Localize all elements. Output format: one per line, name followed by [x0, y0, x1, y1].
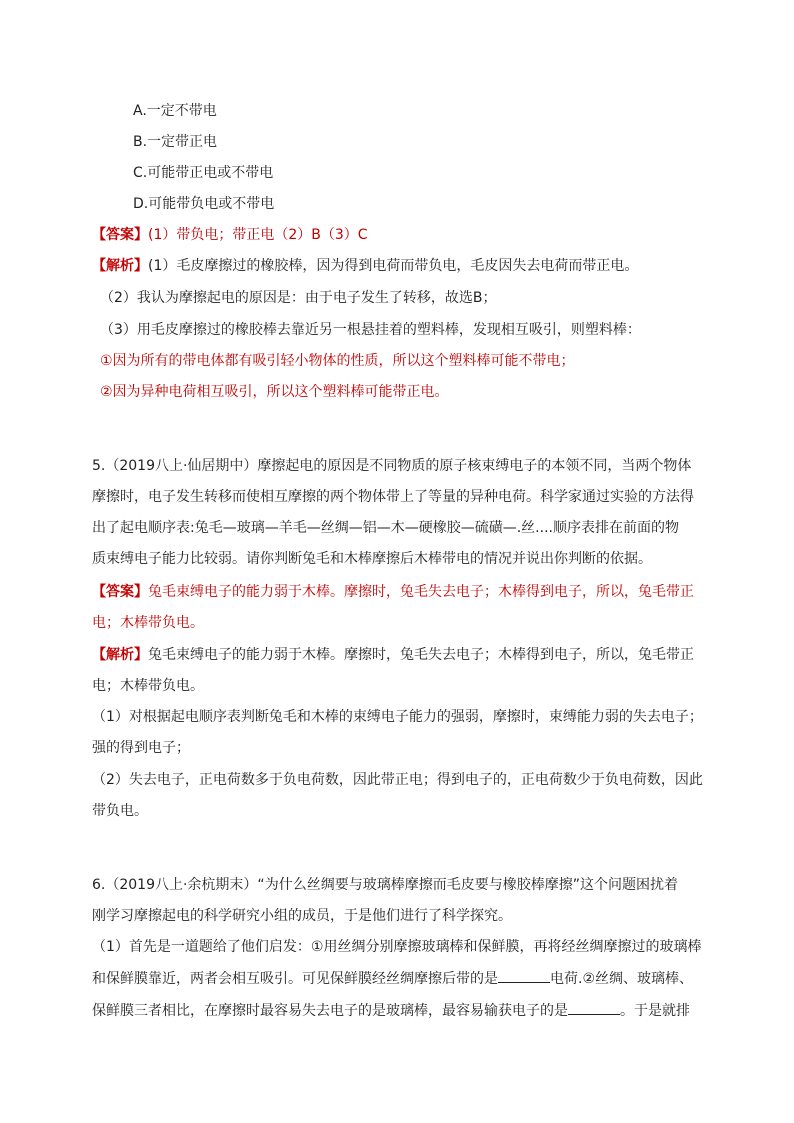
analysis-tag: 【解析】	[92, 647, 148, 663]
q4-answer	[92, 225, 712, 245]
analysis-tag: 【解析】	[92, 258, 148, 274]
q6-part1-line3	[92, 1000, 712, 1021]
answer-tag: 【答案】	[92, 584, 148, 600]
q6-part1-text: 。于是就排	[620, 1003, 690, 1019]
q4-analysis-3: （3）用毛皮摩擦过的橡胶棒去靠近另一根悬挂着的塑料棒，发现相互吸引，则塑料棒：	[100, 322, 641, 338]
q6-stem-2: 刚学习摩擦起电的科学研究小组的成员，于是他们进行了科学探究。	[92, 908, 512, 924]
q6-stem-1: 6.（2019八上·余杭期末）“为什么丝绸要与玻璃棒摩擦而毛皮要与橡胶棒摩擦”这个问题困扰着	[92, 877, 678, 893]
answer-blank[interactable]	[568, 1000, 620, 1015]
q5-analysis-2: 电；木棒带负电。	[92, 678, 204, 694]
q5-stem-4: 质束缚电子能力比较弱。请你判断兔毛和木棒摩擦后木棒带电的情况并说出你判断的依据。	[92, 551, 652, 567]
answer-tag: 【答案】	[92, 227, 148, 243]
q5-stem-3: 出了起电顺序表:兔毛—玻璃—羊毛—丝绸—铝—木—硬橡胶—硫磺—.丝....顺序表排在前面的物	[92, 520, 679, 536]
q4-analysis-4: ①因为所有的带电体都有吸引轻小物体的性质，所以这个塑料棒可能不带电；	[100, 353, 575, 369]
q6-part1-line2	[92, 968, 712, 989]
answer-text: (1）带负电；带正电（2）B（3）C	[148, 227, 368, 243]
answer-blank[interactable]	[498, 968, 550, 983]
q4-analysis-5: ②因为异种电荷相互吸引，所以这个塑料棒可能带正电。	[100, 384, 449, 400]
q5-analysis-5: （2）失去电子，正电荷数多于负电荷数，因此带正电；得到电子的，正电荷数少于负电荷数，因此	[92, 772, 703, 788]
q5-answer-2: 电；木棒带负电。	[92, 615, 204, 631]
analysis-text: 兔毛束缚电子的能力弱于木棒。摩擦时，兔毛失去电子；木棒得到电子，所以，兔毛带正	[148, 647, 694, 663]
q5-analysis-6: 带负电。	[92, 803, 148, 819]
option-b: B.一定带正电	[133, 134, 218, 150]
q5-answer-1	[92, 582, 712, 602]
q5-stem-2: 摩擦时，电子发生转移而使相互摩擦的两个物体带上了等量的异种电荷。科学家通过实验的方法得	[92, 489, 694, 505]
q4-analysis-2: （2）我认为摩擦起电的原因是：由于电子发生了转移，故选B；	[100, 290, 497, 306]
q6-part1-text: 电荷.②丝绸、玻璃棒、	[550, 971, 694, 987]
q6-part1-text: 和保鲜膜靠近，两者会相互吸引。可见保鲜膜经丝绸摩擦后带的是	[92, 971, 498, 987]
q5-analysis-3: （1）对根据起电顺序表判断兔毛和木棒的束缚电子能力的强弱，摩擦时，束缚能力弱的失去电子；	[92, 709, 703, 725]
analysis-text: (1）毛皮摩擦过的橡胶棒，因为得到电荷而带负电，毛皮因失去电荷而带正电。	[148, 258, 639, 274]
q6-part1-text: 保鲜膜三者相比，在摩擦时最容易失去电子的是玻璃棒，最容易输获电子的是	[92, 1003, 568, 1019]
option-a: A.一定不带电	[133, 103, 217, 119]
q5-analysis-4: 强的得到电子；	[92, 740, 190, 756]
answer-text: 兔毛束缚电子的能力弱于木棒。摩擦时，兔毛失去电子；木棒得到电子，所以，兔毛带正	[148, 584, 694, 600]
q5-analysis-1	[92, 645, 712, 665]
option-d: D.可能带负电或不带电	[133, 196, 275, 212]
q5-stem-1: 5.（2019八上·仙居期中）摩擦起电的原因是不同物质的原子核束缚电子的本领不同，当两个物体	[92, 458, 692, 474]
option-c: C.可能带正电或不带电	[133, 165, 274, 181]
q4-analysis-1	[92, 256, 712, 276]
q6-part1-line1: （1）首先是一道题给了他们启发：①用丝绸分别摩擦玻璃棒和保鲜膜，再将经丝绸摩擦过的玻璃棒	[92, 939, 702, 955]
